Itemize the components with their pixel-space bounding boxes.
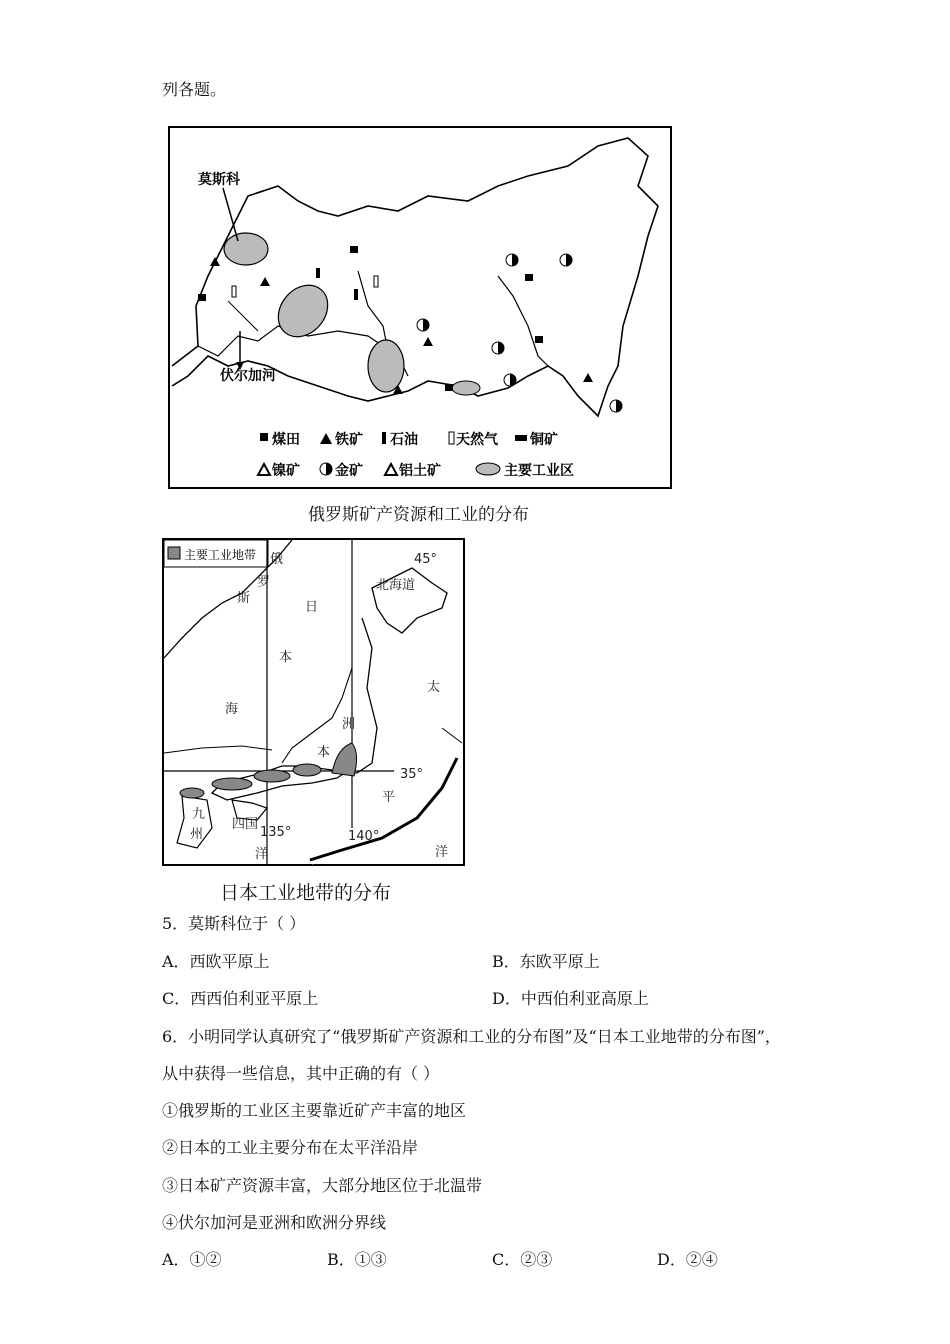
- map2-caption: 日本工业地带的分布: [220, 882, 392, 904]
- label-kyushu-1: 九: [192, 807, 206, 822]
- label-volga: 伏尔加河: [220, 368, 276, 384]
- q6-option-c[interactable]: C．②③: [492, 1250, 553, 1269]
- q6-statement-4: ④伏尔加河是亚洲和欧洲分界线: [162, 1213, 387, 1232]
- legend-copper: 铜矿: [530, 432, 558, 448]
- legend-copper-icon: [515, 435, 527, 441]
- legend-oil: 石油: [390, 432, 418, 448]
- q6-option-d[interactable]: D．②④: [657, 1250, 718, 1269]
- russia-map: [168, 126, 673, 490]
- label-lon140: 140°: [348, 829, 380, 844]
- q5-option-c[interactable]: C．西西伯利亚平原上: [162, 989, 319, 1008]
- intro-text: 列各题。: [162, 80, 227, 99]
- q6-statement-1: ①俄罗斯的工业区主要靠近矿产丰富的地区: [162, 1101, 467, 1120]
- q6-option-b[interactable]: B．①③: [327, 1250, 387, 1269]
- legend-coal: 煤田: [272, 432, 300, 448]
- label-pacific-2: 平: [382, 790, 396, 805]
- legend-bauxite: 铝土矿: [399, 463, 441, 479]
- q5-option-d[interactable]: D．中西伯利亚高原上: [492, 989, 649, 1008]
- legend-gold: 金矿: [335, 463, 363, 479]
- legend-industrial-icon: [476, 463, 500, 475]
- label-lon135: 135°: [260, 825, 292, 840]
- label-japan-2: 本: [279, 650, 293, 665]
- legend-gas: 天然气: [456, 432, 498, 448]
- q5-option-a[interactable]: A．西欧平原上: [162, 952, 270, 971]
- label-pacific-1: 太: [427, 680, 441, 695]
- label-shikoku: 四国: [232, 817, 259, 832]
- map2-legend-label: 主要工业地带: [184, 548, 257, 562]
- legend-coal-icon: [260, 433, 268, 441]
- label-lat45: 45°: [414, 552, 438, 567]
- legend-oil-icon: [382, 432, 386, 444]
- label-russia-1: 俄: [270, 552, 284, 567]
- label-russia-2: 罗: [257, 575, 271, 590]
- map1-caption: 俄罗斯矿产资源和工业的分布: [308, 505, 529, 525]
- label-japan-3: 海: [225, 702, 239, 717]
- label-moscow: 莫斯科: [198, 172, 240, 188]
- q6-stem-line1: 6．小明同学认真研究了“俄罗斯矿产资源和工业的分布图”及“日本工业地带的分布图”，: [162, 1027, 781, 1046]
- legend-nickel: 镍矿: [272, 463, 300, 479]
- label-lat35: 35°: [400, 767, 424, 782]
- q5-stem: 5．莫斯科位于（ ）: [162, 914, 306, 933]
- legend-industrial: 主要工业区: [504, 463, 574, 479]
- q6-stem-line2: 从中获得一些信息，其中正确的有（ ）: [162, 1064, 440, 1083]
- label-pacific-4: 洋: [435, 845, 449, 860]
- label-honshu-1: 洲: [342, 717, 356, 732]
- legend-gas-icon: [449, 432, 454, 444]
- label-japan-1: 日: [305, 600, 319, 615]
- q6-statement-3: ③日本矿产资源丰富，大部分地区位于北温带: [162, 1176, 483, 1195]
- label-honshu-2: 本: [317, 745, 331, 760]
- japan-map: [162, 538, 466, 868]
- q6-statement-2: ②日本的工业主要分布在太平洋沿岸: [162, 1138, 419, 1157]
- legend-belt-icon: [168, 547, 180, 559]
- q5-option-b[interactable]: B．东欧平原上: [492, 952, 600, 971]
- label-pacific-3: 洋: [255, 847, 269, 862]
- legend-iron: 铁矿: [335, 432, 363, 448]
- label-russia-3: 斯: [237, 591, 251, 606]
- label-hokkaido: 北海道: [376, 578, 416, 593]
- q6-option-a[interactable]: A．①②: [162, 1250, 222, 1269]
- label-kyushu-2: 州: [190, 827, 204, 842]
